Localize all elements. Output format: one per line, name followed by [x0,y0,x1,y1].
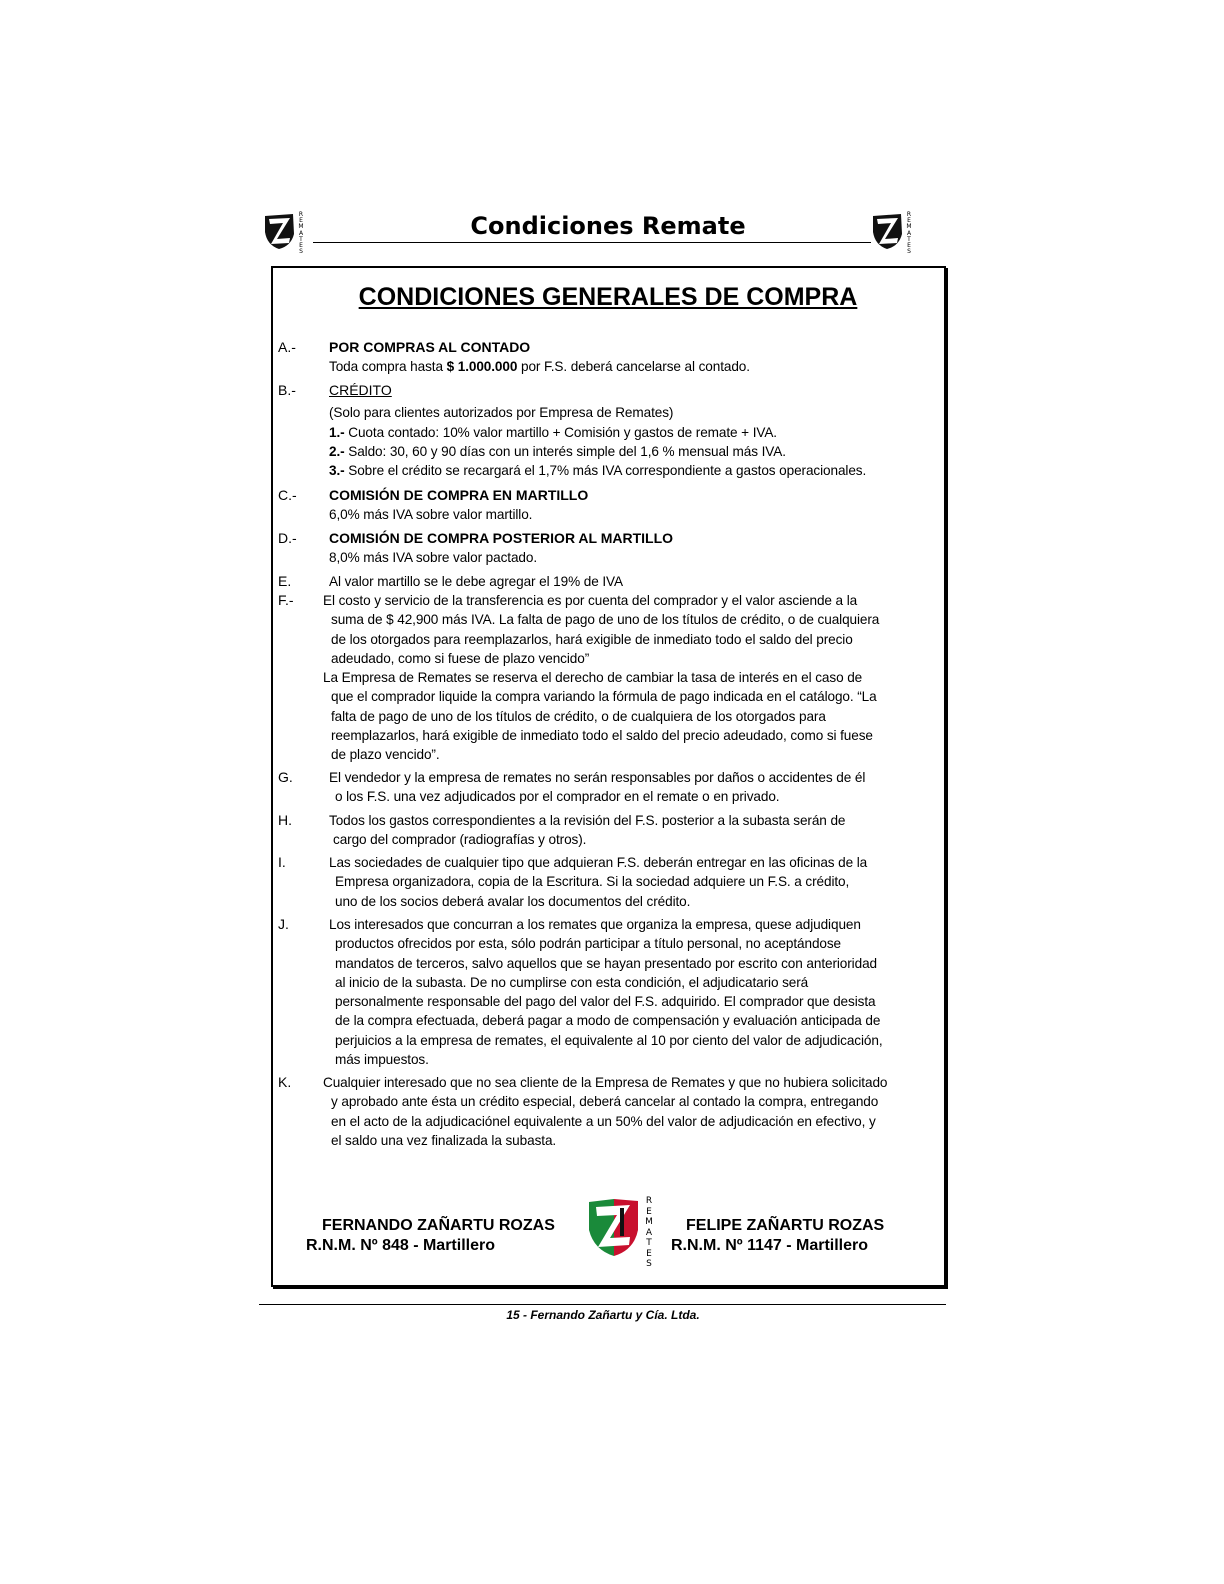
clause-line: el saldo una vez finalizada la subasta. [331,1132,557,1148]
clause-text: (Solo para clientes autorizados por Empresa de Remates) [329,405,674,421]
signature-right-name: FELIPE ZAÑARTU ROZAS [686,1217,885,1234]
clause-text: 8,0% más IVA sobre valor pactado. [329,550,538,566]
clause-d [278,529,918,568]
clause-line: La Empresa de Remates se reserva el derecho de cambiar la tasa de interés en el caso de [323,670,863,686]
remates-logo-icon [871,212,905,250]
clause-line: perjuicios a la empresa de remates, el equivalente al 10 por ciento del valor de adjudicación, [335,1032,883,1048]
credit-item-number: 2.- [329,443,345,459]
clause-c [278,486,918,525]
clause-text-part: por F.S. deberá cancelarse al contado. [517,359,750,375]
clause-heading: CRÉDITO [329,382,392,398]
clause-heading: COMISIÓN DE COMPRA EN MARTILLO [329,487,589,503]
clause-heading: POR COMPRAS AL CONTADO [329,339,531,355]
clause-line: de plazo vencido”. [331,747,440,763]
clause-line: uno de los socios deberá avalar los documentos del crédito. [335,893,691,909]
credit-item-text: Saldo: 30, 60 y 90 días con un interés simple del 1,6 % mensual más IVA. [344,443,786,459]
clause-label: D.- [278,530,297,546]
footer-rule [259,1304,946,1305]
clause-heading: COMISIÓN DE COMPRA POSTERIOR AL MARTILLO [329,530,674,546]
clause-line: mandatos de terceros, salvo aquellos que se hayan presentado por escrito con anterioridad [335,955,877,971]
clause-g [278,768,918,807]
remates-logo [586,1196,658,1269]
clause-label: K. [278,1074,292,1090]
clause-line: reemplazarlos, hará exigible de inmediato todo el saldo del precio adeudado, como si fuese [331,728,873,744]
clause-line: o los F.S. una vez adjudicados por el comprador en el remate o en privado. [335,789,780,805]
page-footer: 15 - Fernando Zañartu y Cía. Ltda. [506,1308,700,1322]
signature-left-name: FERNANDO ZAÑARTU ROZAS [322,1217,555,1234]
clause-text-part: Toda compra hasta [329,359,447,375]
clause-line: personalmente responsable del pago del valor del F.S. adquirido. El comprador que desista [335,994,876,1010]
clause-k [278,1073,918,1150]
clause-line: más impuestos. [335,1052,429,1068]
clause-text [329,357,918,376]
clause-label: A.- [278,339,296,355]
clause-line: adeudado, como si fuese de plazo vencido” [331,650,590,666]
credit-item [329,461,918,480]
clause-line: Las sociedades de cualquier tipo que adquieran F.S. deberán entregar en las oficinas de la [329,855,868,870]
remates-vertical-text: R E M A T E S [906,211,912,256]
page-title: CONDICIONES GENERALES DE COMPRA [358,283,858,311]
credit-item [329,442,918,461]
remates-vertical-text: R E M A T E S [298,211,304,256]
header-rule [313,242,871,243]
clause-line: Empresa organizadora, copia de la Escritura. Si la sociedad adquiere un F.S. a crédito, [335,874,850,890]
credit-item-text: Cuota contado: 10% valor martillo + Comisión y gastos de remate + IVA. [344,424,777,440]
clause-f [278,591,918,765]
clause-line: El costo y servicio de la transferencia es por cuenta del comprador y el valor asciende a la [323,593,858,608]
clause-line: que el comprador liquide la compra variando la fórmula de pago indicada en el catálogo. “La [331,689,877,705]
clause-line: al inicio de la subasta. De no cumplirse con esta condición, el adjudicatario será [335,974,809,990]
remates-vertical-text: R E M A T E S [645,1196,653,1269]
signature-right-rnm: R.N.M. Nº 1147 - Martillero [671,1237,869,1254]
clause-label: B.- [278,382,296,398]
clause-label: I. [278,854,286,870]
clause-line: de la compra efectuada, deberá pagar a modo de compensación y evaluación anticipada de [335,1013,881,1029]
clause-label: G. [278,769,293,785]
clause-text: Al valor martillo se le debe agregar el 19% de IVA [329,574,623,589]
credit-item-number: 3.- [329,463,345,479]
clause-label: J. [278,916,289,932]
header-logo-right [871,211,912,256]
clause-i [278,853,918,911]
credit-item [329,423,918,442]
clause-line: Cualquier interesado que no sea cliente de la Empresa de Remates y que no hubiera solicitado [323,1075,888,1090]
clause-line: Todos los gastos correspondientes a la revisión del F.S. posterior a la subasta serán de [329,813,846,828]
header-title: Condiciones Remate [470,212,746,240]
credit-item-number: 1.- [329,424,345,440]
clause-label: F.- [278,592,294,608]
clause-label: H. [278,812,292,828]
clause-line: falta de pago de uno de los títulos de crédito, o de cualquiera de los otorgados para [331,708,826,724]
clause-line: de los otorgados para reemplazarlos, hará exigible de inmediato todo el saldo del precio [331,631,853,647]
clause-h [278,811,918,850]
remates-logo-icon [586,1196,642,1258]
clause-line: Los interesados que concurran a los remates que organiza la empresa, quese adjudiquen [329,917,861,932]
clause-line: suma de $ 42,900 más IVA. La falta de pago de uno de los títulos de crédito, o de cualquiera [331,612,880,628]
clause-line: cargo del comprador (radiografías y otros). [333,832,587,848]
clause-line: El vendedor y la empresa de remates no serán responsables por daños o accidentes de él [329,770,866,785]
clause-label: C.- [278,487,297,503]
clause-line: y aprobado ante ésta un crédito especial, deberá cancelar al contado la compra, entregando [331,1094,879,1110]
clause-a [278,338,918,377]
credit-item-text: Sobre el crédito se recargará el 1,7% más IVA correspondiente a gastos operacionales. [344,463,867,479]
clause-j [278,915,918,1069]
clause-line: productos ofrecidos por esta, sólo podrán participar a título personal, no aceptándose [335,936,842,952]
signature-left-rnm: R.N.M. Nº 848 - Martillero [306,1237,495,1254]
clause-text: 6,0% más IVA sobre valor martillo. [329,507,533,523]
clause-line: en el acto de la adjudicaciónel equivalente a un 50% del valor de adjudicación en efectivo, y [331,1113,876,1129]
clause-e [278,572,918,591]
clause-b [278,381,918,480]
clause-label: E. [278,573,292,589]
amount-value: $ 1.000.000 [446,359,518,375]
